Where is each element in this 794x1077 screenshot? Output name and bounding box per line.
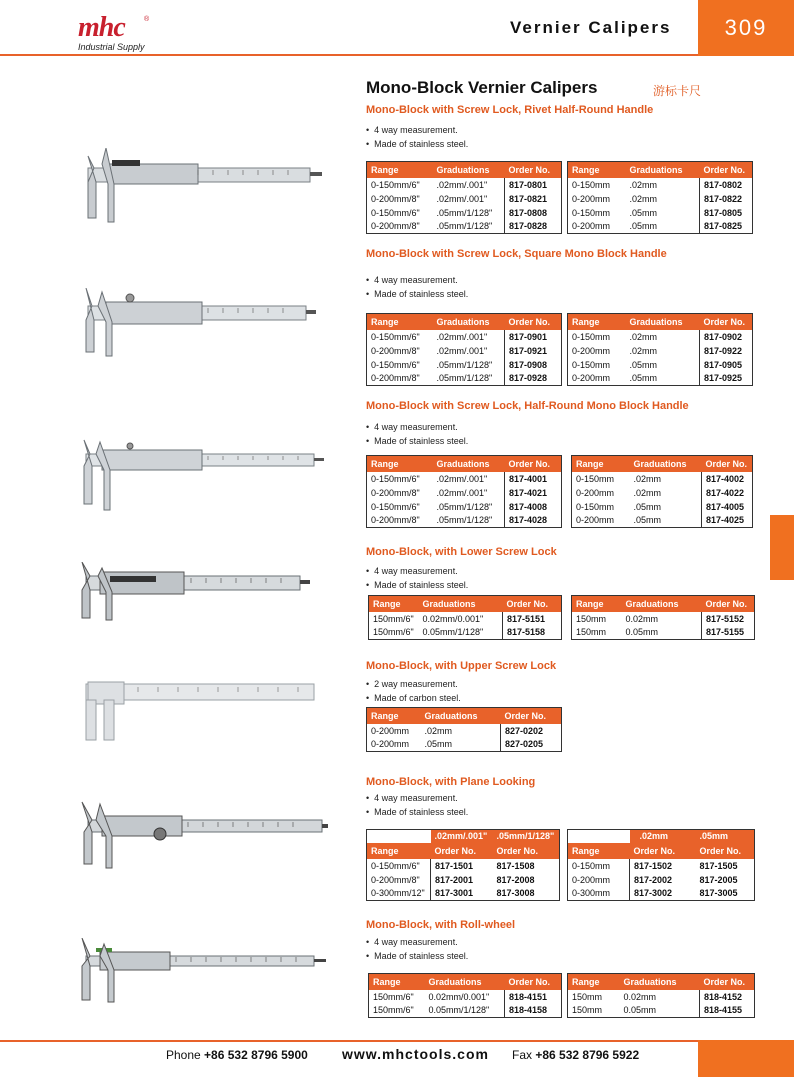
table-cell: 0-150mm (576, 501, 615, 512)
table-cell: 0-150mm (572, 331, 611, 342)
table-cell: 0-300mm/12" (367, 887, 431, 901)
table-cell: 0-200mm/8" (367, 220, 433, 234)
caliper-image (78, 438, 328, 512)
col-header: Order No. (493, 843, 560, 859)
spec-table-left (368, 595, 562, 640)
side-section-tab (770, 515, 794, 580)
feature-list (366, 273, 468, 301)
table-cell: 0-200mm (572, 345, 611, 356)
group-header (367, 830, 431, 843)
col-header: Graduations (421, 708, 501, 724)
order-number: 817-0822 (700, 192, 753, 206)
table-cell: 0-150mm/6" (371, 473, 420, 484)
col-header: Range (572, 456, 630, 472)
order-number: 817-3002 (630, 887, 696, 901)
col-header: Order No. (501, 708, 562, 724)
spec-table-right (571, 595, 755, 640)
order-number: 817-5151 (503, 612, 562, 626)
order-number: 817-0821 (505, 192, 562, 206)
order-number: 818-4158 (505, 1004, 562, 1018)
caliper-image (78, 678, 318, 744)
table-cell: 0-150mm/6" (371, 860, 420, 871)
col-header: Order No. (505, 162, 562, 178)
col-header: Graduations (425, 974, 505, 990)
table-cell: 0-200mm (367, 738, 421, 752)
footer-phone (166, 1048, 308, 1062)
order-number: 817-5152 (702, 612, 755, 626)
table-cell: .02mm/.001" (436, 179, 488, 190)
order-number: 818-4152 (700, 990, 755, 1004)
col-header: Range (568, 162, 626, 178)
order-number: 817-4002 (702, 472, 753, 486)
feature-list (366, 935, 468, 963)
table-cell: .02mm/.001" (436, 345, 488, 356)
table-cell: 0.02mm (623, 991, 657, 1002)
order-number: 818-4155 (700, 1004, 755, 1018)
col-header: Range (367, 843, 431, 859)
section-title: Mono-Block, with Plane Looking (366, 776, 536, 788)
feature-item: • Made of stainless steel. (366, 949, 468, 963)
table-cell: .05mm/1/128" (436, 501, 493, 512)
footer-divider (0, 1040, 698, 1042)
table-cell: 0.05mm/1/128" (419, 626, 503, 640)
col-header: Range (568, 314, 626, 330)
table-cell: .05mm (629, 207, 658, 218)
col-header: Range (572, 596, 622, 612)
col-header: Order No. (700, 314, 753, 330)
order-number: 817-0828 (505, 220, 562, 234)
table-cell: 0-200mm (572, 874, 611, 885)
col-header: Order No. (700, 162, 753, 178)
table-cell: .02mm (629, 331, 658, 342)
order-number: 817-2008 (496, 874, 535, 885)
order-number: 817-1508 (496, 860, 535, 871)
table-cell: 0-200mm (568, 220, 626, 234)
table-cell: .05mm (626, 372, 700, 386)
table-cell: 0-150mm (576, 473, 615, 484)
col-header: Graduations (433, 162, 505, 178)
feature-item: • 4 way measurement. (366, 564, 468, 578)
table-cell: .02mm/.001" (436, 331, 488, 342)
col-header: Graduations (626, 162, 700, 178)
table-cell: 150mm (568, 1004, 620, 1018)
col-header: Order No. (505, 314, 562, 330)
caliper-image (78, 148, 328, 224)
spec-table-right (567, 313, 753, 386)
table-cell: 0-200mm/8" (371, 345, 420, 356)
col-header: Graduations (433, 456, 505, 472)
col-header: Range (568, 843, 630, 859)
spec-table-right (567, 973, 755, 1018)
table-cell: .05mm/1/128" (433, 514, 505, 528)
feature-item: • Made of stainless steel. (366, 287, 468, 301)
group-header: .02mm (630, 830, 696, 843)
table-cell: .02mm (629, 345, 658, 356)
page-title: Mono-Block Vernier Calipers (366, 78, 598, 97)
caliper-image (76, 938, 328, 1004)
spec-table-right (567, 829, 755, 901)
order-number: 817-0928 (505, 372, 562, 386)
feature-item: • Made of stainless steel. (366, 578, 468, 592)
order-number: 817-0922 (700, 344, 753, 358)
table-cell: 0-150mm/6" (371, 331, 420, 342)
feature-item: • 4 way measurement. (366, 935, 468, 949)
section-title: Mono-Block with Screw Lock, Half-Round Mono Block Handle (366, 400, 689, 412)
table-cell: .02mm (629, 179, 658, 190)
spec-table-right (567, 161, 753, 234)
col-header: Order No. (630, 843, 696, 859)
order-number: 817-3008 (493, 887, 560, 901)
col-header: Order No. (702, 456, 753, 472)
chinese-title: 游标卡尺 (653, 84, 702, 98)
table-cell: 0-200mm (576, 487, 615, 498)
feature-item: • Made of stainless steel. (366, 805, 468, 819)
col-header: Range (367, 456, 433, 472)
col-header: Graduations (626, 314, 700, 330)
table-cell: 0-200mm (572, 193, 611, 204)
group-header: .05mm/1/128" (493, 830, 560, 843)
order-number: 817-0921 (505, 344, 562, 358)
order-number: 817-4008 (505, 500, 562, 514)
group-header: .02mm/.001" (431, 830, 493, 843)
logo-wordmark: mhc (78, 12, 125, 43)
table-cell: .05mm (421, 738, 501, 752)
fax-label: Fax (512, 1048, 533, 1062)
phone-label: Phone (166, 1048, 201, 1062)
col-header: Order No. (700, 974, 755, 990)
order-number: 827-0205 (501, 738, 562, 752)
fax-number: +86 532 8796 5922 (535, 1048, 640, 1062)
col-header: Range (367, 162, 433, 178)
table-cell: 150mm/6" (373, 991, 414, 1002)
table-cell: .02mm (424, 725, 453, 736)
col-header: Graduations (630, 456, 702, 472)
section-title: Mono-Block, with Upper Screw Lock (366, 660, 557, 672)
col-header: Range (369, 596, 419, 612)
table-cell: .05mm/1/128" (436, 359, 493, 370)
feature-list (366, 123, 468, 151)
order-number: 817-3001 (431, 887, 493, 901)
group-header: .05mm (696, 830, 755, 843)
page-number: 309 (698, 0, 794, 56)
order-number: 817-4005 (702, 500, 753, 514)
order-number: 827-0202 (501, 724, 562, 738)
feature-item: • 4 way measurement. (366, 123, 468, 137)
order-number: 817-1505 (699, 860, 738, 871)
logo-subtitle: Industrial Supply (78, 42, 145, 52)
order-number: 817-0902 (700, 330, 753, 344)
caliper-image (78, 288, 328, 358)
table-cell: 150mm (576, 613, 607, 624)
table-cell: 0-200mm/8" (367, 514, 433, 528)
table-cell: .05mm/1/128" (433, 372, 505, 386)
table-cell: 0-150mm (572, 179, 611, 190)
table-cell: 0-200mm (371, 725, 410, 736)
table-cell: 0.05mm (622, 626, 702, 640)
spec-table-left (366, 161, 562, 234)
order-number: 817-0925 (700, 372, 753, 386)
table-cell: 0-150mm/6" (371, 359, 420, 370)
spec-table-left (366, 455, 562, 528)
order-number: 817-2002 (630, 873, 696, 887)
feature-list (366, 564, 468, 592)
order-number: 817-4028 (505, 514, 562, 528)
order-number: 817-1501 (431, 859, 493, 873)
header-title: Vernier Calipers (510, 18, 672, 37)
footer-website[interactable]: www.mhctools.com (342, 1046, 489, 1062)
section-title: Mono-Block with Screw Lock, Rivet Half-Round Handle (366, 104, 654, 116)
order-number: 817-5155 (702, 626, 755, 640)
table-cell: 0.05mm (620, 1004, 700, 1018)
header-divider (0, 54, 698, 56)
table-cell: 0-150mm (572, 860, 611, 871)
feature-item: • 4 way measurement. (366, 420, 468, 434)
footer-fax (512, 1048, 639, 1062)
order-number: 817-0801 (505, 178, 562, 192)
feature-list (366, 677, 461, 705)
table-cell: 150mm/6" (369, 626, 419, 640)
table-cell: 0-300mm (568, 887, 630, 901)
feature-list (366, 791, 468, 819)
order-number: 817-0905 (700, 358, 753, 372)
table-cell: 0-200mm/8" (367, 372, 433, 386)
table-cell: .02mm (633, 487, 662, 498)
spec-table-right (571, 455, 753, 528)
phone-number: +86 532 8796 5900 (204, 1048, 308, 1062)
table-cell: .05mm/1/128" (433, 220, 505, 234)
table-cell: .02mm (633, 473, 662, 484)
feature-item: • Made of carbon steel. (366, 691, 461, 705)
table-cell: 0-150mm/6" (371, 501, 420, 512)
col-header: Order No. (702, 596, 755, 612)
order-number: 818-4151 (505, 990, 562, 1004)
table-cell: 150mm (572, 991, 603, 1002)
section-title: Mono-Block, with Roll-wheel (366, 919, 516, 931)
table-cell: 0-200mm/8" (371, 487, 420, 498)
order-number: 817-0901 (505, 330, 562, 344)
feature-list (366, 420, 468, 448)
table-cell: .02mm/.001" (436, 487, 488, 498)
table-cell: 0-200mm (568, 372, 626, 386)
col-header: Range (369, 974, 425, 990)
order-number: 817-0805 (700, 206, 753, 220)
feature-item: • Made of stainless steel. (366, 137, 468, 151)
order-number: 817-0908 (505, 358, 562, 372)
spec-table-left (366, 313, 562, 386)
table-cell: 0-150mm (572, 359, 611, 370)
table-cell: .05mm (630, 514, 702, 528)
order-number: 817-3005 (696, 887, 755, 901)
table-cell: 0-150mm (572, 207, 611, 218)
order-number: 817-0808 (505, 206, 562, 220)
table-cell: 150mm/6" (373, 613, 414, 624)
order-number: 817-4021 (505, 486, 562, 500)
table-cell: 0-150mm/6" (371, 179, 420, 190)
feature-item: • 4 way measurement. (366, 791, 468, 805)
order-number: 817-4025 (702, 514, 753, 528)
col-header: Graduations (433, 314, 505, 330)
order-number: 817-2001 (431, 873, 493, 887)
table-cell: 0-200mm/8" (371, 874, 420, 885)
table-cell: 0-150mm/6" (371, 207, 420, 218)
table-cell: 0.02mm/0.001" (422, 613, 484, 624)
table-cell: .02mm (629, 193, 658, 204)
col-header: Range (568, 974, 620, 990)
table-cell: .05mm (629, 359, 658, 370)
table-cell: 0.05mm/1/128" (425, 1004, 505, 1018)
table-cell: .02mm/.001" (436, 193, 488, 204)
spec-table-left (366, 829, 560, 901)
col-header: Graduations (622, 596, 702, 612)
col-header: Order No. (505, 974, 562, 990)
col-header: Range (367, 314, 433, 330)
col-header: Order No. (431, 843, 493, 859)
spec-table-left (368, 973, 562, 1018)
table-cell: .05mm/1/128" (436, 207, 493, 218)
table-cell: 0.02mm/0.001" (428, 991, 490, 1002)
order-number: 817-4022 (702, 486, 753, 500)
spec-table-left (366, 707, 562, 752)
col-header: Order No. (696, 843, 755, 859)
order-number: 817-0825 (700, 220, 753, 234)
col-header: Graduations (419, 596, 503, 612)
order-number: 817-0802 (700, 178, 753, 192)
table-cell: 0.02mm (625, 613, 659, 624)
table-cell: 150mm (572, 626, 622, 640)
col-header: Order No. (503, 596, 562, 612)
table-cell: 0-200mm/8" (371, 193, 420, 204)
registered-mark: ® (144, 16, 150, 23)
table-cell: .02mm/.001" (436, 473, 488, 484)
order-number: 817-5158 (503, 626, 562, 640)
caliper-image (78, 798, 330, 870)
order-number: 817-2005 (699, 874, 738, 885)
section-title: Mono-Block with Screw Lock, Square Mono Block Handle (366, 248, 667, 260)
company-logo (78, 12, 158, 52)
feature-item: • Made of stainless steel. (366, 434, 468, 448)
feature-item: • 4 way measurement. (366, 273, 468, 287)
table-cell: 150mm/6" (369, 1004, 425, 1018)
section-title: Mono-Block, with Lower Screw Lock (366, 546, 557, 558)
group-header (568, 830, 630, 843)
col-header: Order No. (505, 456, 562, 472)
table-cell: .05mm (633, 501, 662, 512)
caliper-image (76, 562, 316, 622)
order-number: 817-1502 (630, 859, 696, 873)
table-cell: 0-200mm (572, 514, 630, 528)
footer-accent-box (698, 1040, 794, 1077)
col-header: Graduations (620, 974, 700, 990)
table-cell: .05mm (626, 220, 700, 234)
feature-item: • 2 way measurement. (366, 677, 461, 691)
col-header: Range (367, 708, 421, 724)
order-number: 817-4001 (505, 472, 562, 486)
